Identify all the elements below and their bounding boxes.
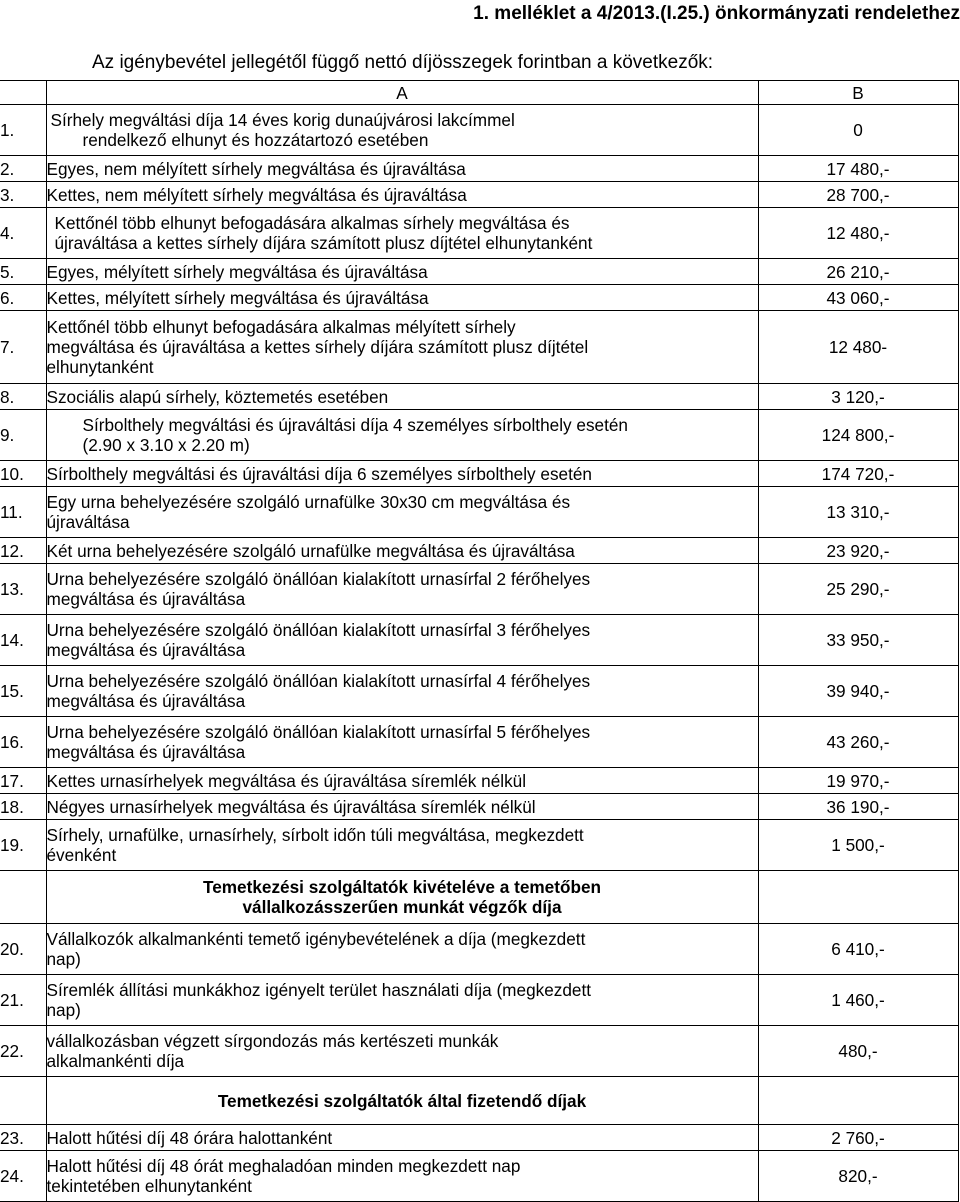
description-line: elhunytanként <box>46 357 154 377</box>
row-number: 24. <box>0 1151 46 1202</box>
table-row <box>0 105 958 156</box>
row-description <box>46 182 758 208</box>
description-line: Urna behelyezésére szolgáló önállóan kialakított urnasírfal 4 férőhelyes <box>46 671 591 691</box>
table-row <box>0 384 958 410</box>
column-b-header: B <box>758 81 958 105</box>
description-line: újraváltása a kettes sírhely díjára számított plusz díjtétel elhunytanként <box>54 233 593 253</box>
table-row <box>0 820 958 871</box>
row-description <box>46 105 758 156</box>
description-line: megváltása és újraváltása a kettes sírhely díjára számított plusz díjtétel <box>46 337 589 357</box>
document-title: 1. melléklet a 4/2013.(I.25.) önkormányzati rendelethez <box>473 3 960 24</box>
table-row <box>0 1125 958 1151</box>
row-description <box>46 410 758 461</box>
description-line: Síremlék állítási munkákhoz igényelt terület használati díja (megkezdett <box>46 980 592 1000</box>
table-row <box>0 666 958 717</box>
row-description <box>46 666 758 717</box>
description-line: Szociális alapú sírhely, köztemetés esetében <box>46 386 389 407</box>
description-line: Két urna behelyezésére szolgáló urnafülke megváltása és újraváltása <box>46 540 575 561</box>
description-line: megváltása és újraváltása <box>46 589 246 609</box>
table-row <box>0 564 958 615</box>
row-number <box>0 1077 46 1125</box>
row-number: 3. <box>0 182 46 208</box>
row-description <box>46 615 758 666</box>
description-line: (2.90 x 3.10 x 2.20 m) <box>82 435 250 455</box>
row-number: 19. <box>0 820 46 871</box>
row-price: 12 480,- <box>758 208 958 259</box>
row-description <box>46 768 758 794</box>
row-number: 6. <box>0 285 46 311</box>
row-price: 12 480- <box>758 311 958 384</box>
row-description <box>46 564 758 615</box>
table-row <box>0 311 958 384</box>
description-line: Sírbolthely megváltási és újraváltási díja 6 személyes sírbolthely esetén <box>46 463 592 484</box>
description-line: Urna behelyezésére szolgáló önállóan kialakított urnasírfal 3 férőhelyes <box>46 620 591 640</box>
row-description <box>46 311 758 384</box>
description-line: Kettőnél több elhunyt befogadására alkalmas mélyített sírhely <box>46 317 516 337</box>
row-price: 174 720,- <box>758 461 958 487</box>
description-line: Egyes, nem mélyített sírhely megváltása és újraváltása <box>46 158 466 179</box>
description-line: megváltása és újraváltása <box>46 691 246 711</box>
row-price: 480,- <box>758 1026 958 1077</box>
row-number: 23. <box>0 1125 46 1151</box>
description-line: vállalkozásban végzett sírgondozás más kertészeti munkák <box>46 1031 499 1051</box>
description-line: Kettőnél több elhunyt befogadására alkalmas sírhely megváltása és <box>54 213 570 233</box>
row-description <box>46 208 758 259</box>
row-number: 2. <box>0 156 46 182</box>
row-number: 4. <box>0 208 46 259</box>
row-number: 16. <box>0 717 46 768</box>
row-price: 28 700,- <box>758 182 958 208</box>
description-line: évenként <box>46 845 117 865</box>
row-number: 7. <box>0 311 46 384</box>
row-price: 820,- <box>758 1151 958 1202</box>
row-description <box>46 1151 758 1202</box>
row-description <box>46 1026 758 1077</box>
description-line: megváltása és újraváltása <box>46 640 246 660</box>
description-line: Urna behelyezésére szolgáló önállóan kialakított urnasírfal 2 férőhelyes <box>46 569 591 589</box>
description-line: megváltása és újraváltása <box>46 742 246 762</box>
section-heading-row <box>0 871 958 924</box>
row-price: 43 260,- <box>758 717 958 768</box>
description-line: alkalmankénti díja <box>46 1051 185 1071</box>
row-number: 1. <box>0 105 46 156</box>
row-description <box>46 924 758 975</box>
table-row <box>0 410 958 461</box>
description-line: tekintetében elhunytanként <box>46 1176 252 1196</box>
table-row <box>0 461 958 487</box>
row-price: 17 480,- <box>758 156 958 182</box>
description-line: Négyes urnasírhelyek megváltása és újraváltása síremlék nélkül <box>46 796 536 817</box>
row-price <box>758 871 958 924</box>
row-number: 5. <box>0 259 46 285</box>
fee-table <box>0 80 959 1202</box>
description-line: Vállalkozók alkalmankénti temető igénybevételének a díja (megkezdett <box>46 929 586 949</box>
row-price: 43 060,- <box>758 285 958 311</box>
section-heading-line: Temetkezési szolgáltatók által fizetendő díjak <box>217 1090 587 1111</box>
caption-text: Az igénybevétel jellegétől függő nettó díjösszegek forintban a következők: <box>92 52 714 73</box>
row-number: 8. <box>0 384 46 410</box>
row-number: 9. <box>0 410 46 461</box>
section-heading-row <box>0 1077 958 1125</box>
table-row <box>0 975 958 1026</box>
row-price: 36 190,- <box>758 794 958 820</box>
row-number: 18. <box>0 794 46 820</box>
row-price: 23 920,- <box>758 538 958 564</box>
row-price: 0 <box>758 105 958 156</box>
table-row <box>0 1151 958 1202</box>
row-description <box>46 820 758 871</box>
section-heading <box>46 1077 758 1125</box>
table-row <box>0 182 958 208</box>
row-number <box>0 871 46 924</box>
row-price: 124 800,- <box>758 410 958 461</box>
row-description <box>46 538 758 564</box>
section-heading-line: Temetkezési szolgáltatók kivételéve a temetőben <box>202 877 602 897</box>
row-description <box>46 259 758 285</box>
row-number: 15. <box>0 666 46 717</box>
row-number: 22. <box>0 1026 46 1077</box>
table-row <box>0 259 958 285</box>
table-header-row <box>0 81 958 105</box>
description-line: Kettes, nem mélyített sírhely megváltása és újraváltása <box>46 184 467 205</box>
row-price: 6 410,- <box>758 924 958 975</box>
table-row <box>0 538 958 564</box>
row-price: 33 950,- <box>758 615 958 666</box>
row-number: 13. <box>0 564 46 615</box>
table-row <box>0 156 958 182</box>
row-number: 11. <box>0 487 46 538</box>
row-price: 25 290,- <box>758 564 958 615</box>
section-heading-line: vállalkozásszerűen munkát végzők díja <box>242 897 562 917</box>
table-row <box>0 794 958 820</box>
row-number: 14. <box>0 615 46 666</box>
description-line: Kettes urnasírhelyek megváltása és újraváltása síremlék nélkül <box>46 770 527 791</box>
row-number: 17. <box>0 768 46 794</box>
description-line: Egyes, mélyített sírhely megváltása és újraváltása <box>46 261 428 282</box>
row-price: 1 500,- <box>758 820 958 871</box>
description-line: rendelkező elhunyt és hozzátartozó esetében <box>82 130 429 150</box>
header-num-cell <box>0 81 46 105</box>
row-description <box>46 384 758 410</box>
row-price: 3 120,- <box>758 384 958 410</box>
description-line: Sírbolthely megváltási és újraváltási díja 4 személyes sírbolthely esetén <box>82 415 628 435</box>
table-row <box>0 615 958 666</box>
table-row <box>0 285 958 311</box>
description-line: újraváltása <box>46 512 130 532</box>
row-price: 1 460,- <box>758 975 958 1026</box>
description-line: Sírhely megváltási díja 14 éves korig dunaújvárosi lakcímmel <box>50 110 515 130</box>
row-number: 12. <box>0 538 46 564</box>
fee-table-body <box>0 81 958 1202</box>
section-heading <box>46 871 758 924</box>
description-line: Kettes, mélyített sírhely megváltása és újraváltása <box>46 287 429 308</box>
row-description <box>46 794 758 820</box>
row-number: 10. <box>0 461 46 487</box>
description-line: Urna behelyezésére szolgáló önállóan kialakított urnasírfal 5 férőhelyes <box>46 722 591 742</box>
table-row <box>0 208 958 259</box>
description-line: Halott hűtési díj 48 órát meghaladóan minden megkezdett nap <box>46 1156 521 1176</box>
row-description <box>46 461 758 487</box>
row-description <box>46 717 758 768</box>
table-row <box>0 1026 958 1077</box>
description-line: Sírhely, urnafülke, urnasírhely, sírbolt időn túli megváltása, megkezdett <box>46 825 584 845</box>
row-description <box>46 975 758 1026</box>
row-price: 26 210,- <box>758 259 958 285</box>
table-row <box>0 924 958 975</box>
description-line: nap) <box>46 1000 81 1020</box>
row-price: 2 760,- <box>758 1125 958 1151</box>
row-description <box>46 285 758 311</box>
table-row <box>0 717 958 768</box>
row-description <box>46 487 758 538</box>
description-line: Egy urna behelyezésére szolgáló urnafülke 30x30 cm megváltása és <box>46 492 571 512</box>
table-row <box>0 487 958 538</box>
table-row <box>0 768 958 794</box>
description-line: nap) <box>46 949 81 969</box>
row-number: 21. <box>0 975 46 1026</box>
column-a-header: A <box>46 81 758 105</box>
row-number: 20. <box>0 924 46 975</box>
row-price: 13 310,- <box>758 487 958 538</box>
description-line: Halott hűtési díj 48 órára halottanként <box>46 1127 333 1148</box>
row-price: 39 940,- <box>758 666 958 717</box>
row-description <box>46 1125 758 1151</box>
row-price: 19 970,- <box>758 768 958 794</box>
row-description <box>46 156 758 182</box>
row-price <box>758 1077 958 1125</box>
